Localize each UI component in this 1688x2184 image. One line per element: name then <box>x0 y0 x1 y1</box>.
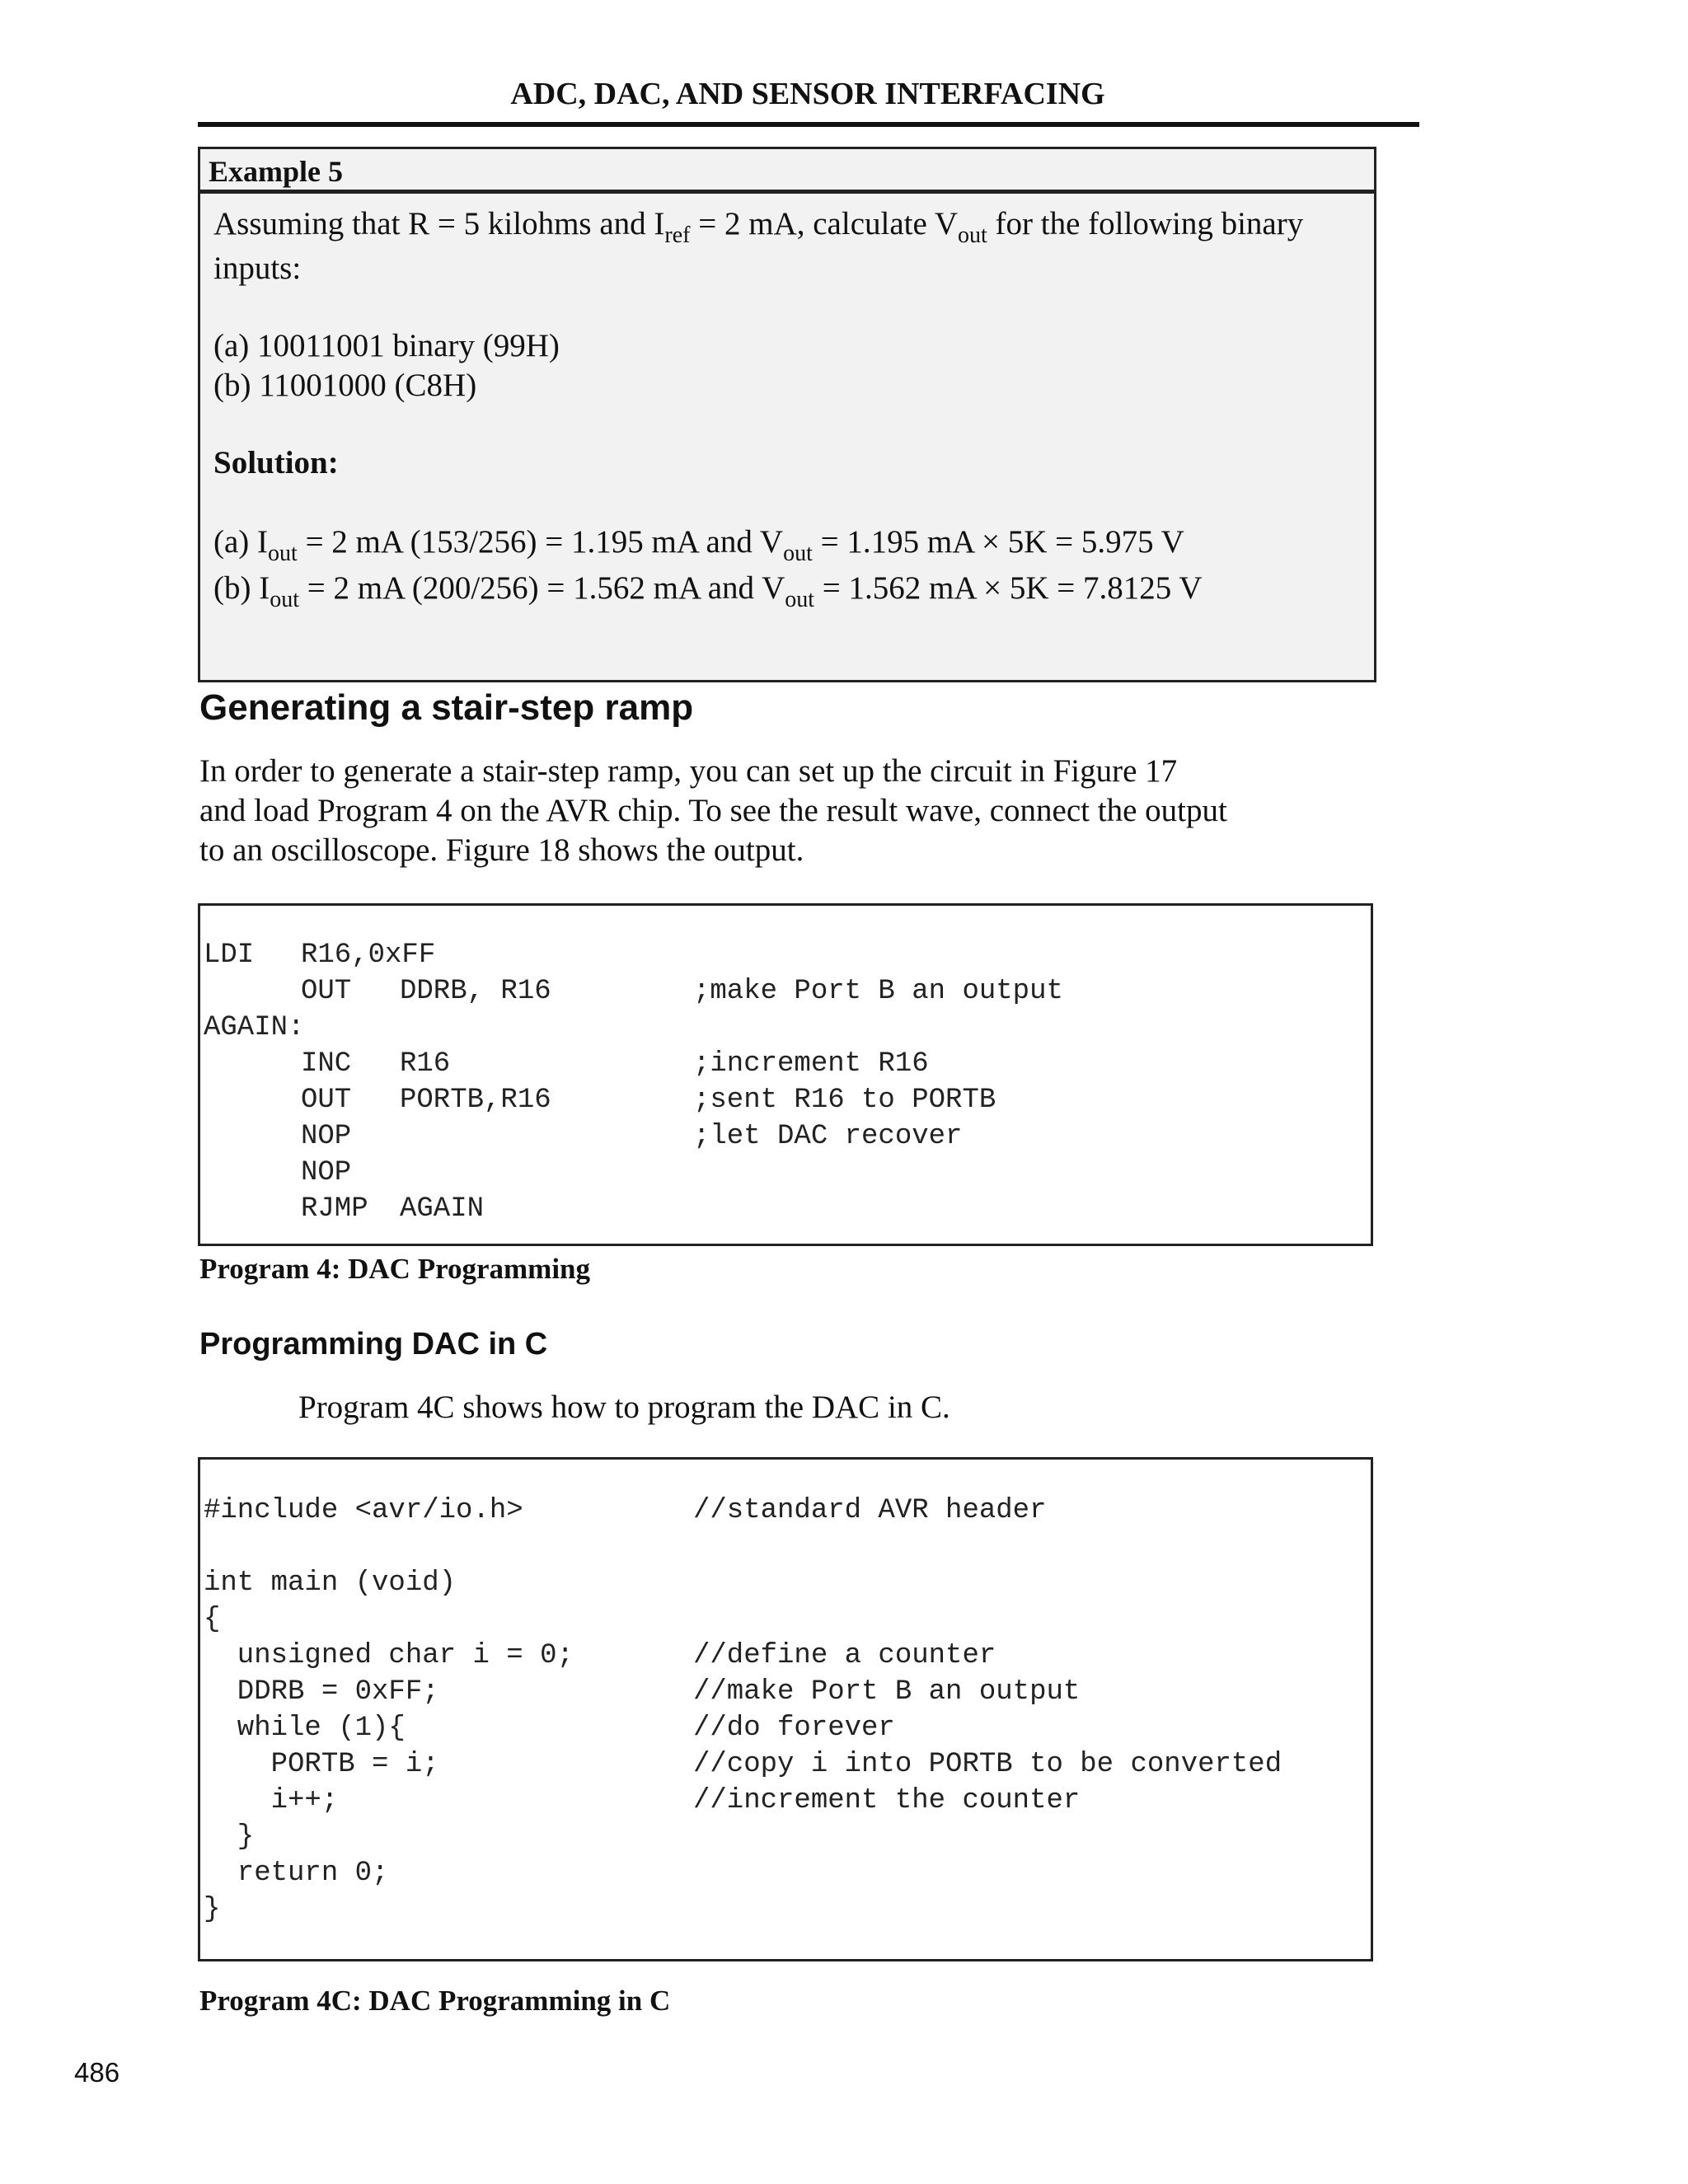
solution-line-a <box>213 522 1184 566</box>
c-line-6-comment: //make Port B an output <box>693 1676 1081 1708</box>
c-line-3-code: int main (void) <box>204 1568 457 1599</box>
asm-line-4-args: R16 <box>400 1048 451 1080</box>
c-line-5-code: unsigned char i = 0; <box>204 1640 574 1671</box>
running-header: ADC, DAC, AND SENSOR INTERFACING <box>510 77 1105 111</box>
asm-line-5-comment: ;sent R16 to PORTB <box>693 1085 996 1116</box>
example-problem-line-2: inputs: <box>213 251 302 286</box>
solution-b-sub-2: out <box>785 587 815 612</box>
program4-caption: Program 4: DAC Programming <box>199 1253 591 1285</box>
solution-a-part-3: = 1.195 mA × 5K = 5.975 V <box>812 524 1184 560</box>
asm-line-4-op: INC <box>301 1048 352 1080</box>
asm-line-8-args: AGAIN <box>400 1193 485 1225</box>
problem-text-3: for the following binary <box>987 206 1304 241</box>
section1-paragraph-line-3: to an oscilloscope. Figure 18 shows the output. <box>199 832 804 868</box>
solution-a-sub-2: out <box>783 541 813 566</box>
c-line-8-comment: //copy i into PORTB to be converted <box>693 1749 1282 1780</box>
asm-line-7-op: NOP <box>301 1157 352 1188</box>
solution-a-part-1: (a) I <box>213 524 269 560</box>
solution-b-part-2: = 2 mA (200/256) = 1.562 mA and V <box>299 570 785 606</box>
asm-line-1-label: LDI <box>204 940 255 971</box>
asm-line-2-args: DDRB, R16 <box>400 976 551 1007</box>
subscript-out: out <box>958 223 987 248</box>
c-line-4-code: { <box>204 1604 221 1635</box>
section2-paragraph: Program 4C shows how to program the DAC in C. <box>298 1390 950 1425</box>
c-line-7-comment: //do forever <box>693 1713 895 1744</box>
c-line-9-comment: //increment the counter <box>693 1785 1081 1816</box>
c-line-1-code: #include <avr/io.h> <box>204 1495 523 1526</box>
section-heading-dac-in-c: Programming DAC in C <box>199 1327 548 1361</box>
problem-text-1: Assuming that R = 5 kilohms and I <box>213 206 665 241</box>
example-box <box>198 147 1376 682</box>
example-problem-line-1 <box>213 204 1304 248</box>
asm-line-2-comment: ;make Port B an output <box>693 976 1063 1007</box>
c-line-5-comment: //define a counter <box>693 1640 996 1671</box>
solution-b-part-3: = 1.562 mA × 5K = 7.8125 V <box>814 570 1203 606</box>
page-number: 486 <box>74 2057 120 2088</box>
c-line-1-comment: //standard AVR header <box>693 1495 1047 1526</box>
c-line-8-code: PORTB = i; <box>204 1749 439 1780</box>
c-line-11-code: return 0; <box>204 1858 389 1889</box>
asm-line-6-op: NOP <box>301 1121 352 1152</box>
program4-code-box <box>198 903 1373 1246</box>
example-input-a: (a) 10011001 binary (99H) <box>213 328 560 363</box>
solution-b-part-1: (b) I <box>213 570 270 606</box>
asm-line-2-op: OUT <box>301 976 352 1007</box>
solution-line-b <box>213 568 1203 612</box>
example-input-b: (b) 11001000 (C8H) <box>213 368 477 403</box>
asm-line-6-comment: ;let DAC recover <box>693 1121 963 1152</box>
c-line-12-code: } <box>204 1894 221 1925</box>
header-rule <box>198 122 1419 127</box>
asm-line-5-op: OUT <box>301 1085 352 1116</box>
section1-paragraph-line-2: and load Program 4 on the AVR chip. To see the result wave, connect the output <box>199 793 1227 828</box>
c-line-10-code: } <box>204 1821 255 1853</box>
solution-a-sub-1: out <box>268 541 298 566</box>
example-title: Example 5 <box>200 149 1374 194</box>
asm-line-4-comment: ;increment R16 <box>693 1048 929 1080</box>
problem-text-2: = 2 mA, calculate V <box>690 206 959 241</box>
c-line-7-code: while (1){ <box>204 1713 406 1744</box>
solution-a-part-2: = 2 mA (153/256) = 1.195 mA and V <box>297 524 784 560</box>
asm-line-8-op: RJMP <box>301 1193 368 1225</box>
c-line-6-code: DDRB = 0xFF; <box>204 1676 439 1708</box>
c-line-9-code: i++; <box>204 1785 339 1816</box>
program4c-caption: Program 4C: DAC Programming in C <box>199 1985 671 2017</box>
program4c-code-box <box>198 1457 1373 1961</box>
asm-line-3-label: AGAIN: <box>204 1012 305 1043</box>
solution-b-sub-1: out <box>270 587 299 612</box>
asm-line-1-op: R16,0xFF <box>301 940 436 971</box>
section1-paragraph-line-1: In order to generate a stair-step ramp, you can set up the circuit in Figure 17 <box>199 753 1178 789</box>
asm-line-5-args: PORTB,R16 <box>400 1085 551 1116</box>
solution-label: Solution: <box>213 445 339 480</box>
section-heading-stair-step: Generating a stair-step ramp <box>199 687 694 728</box>
subscript-ref: ref <box>664 223 691 248</box>
